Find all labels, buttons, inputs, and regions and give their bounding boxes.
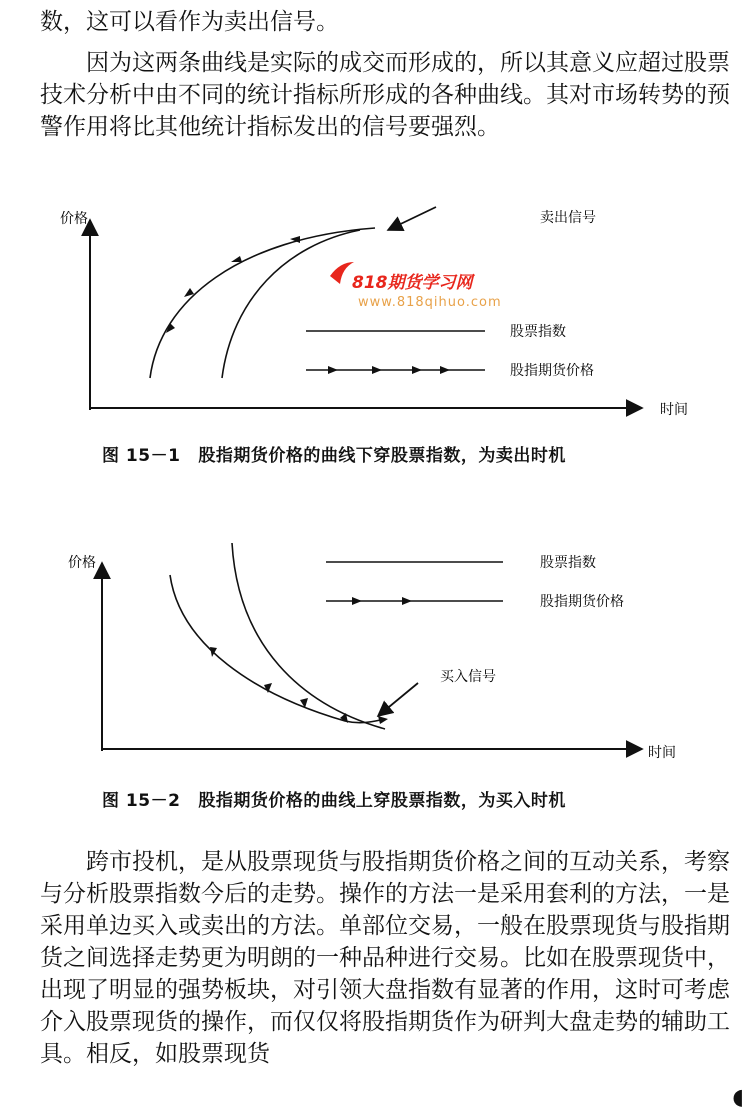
index-curve: [222, 230, 360, 378]
legend-futures-label: 股指期货价格: [540, 594, 624, 610]
sell-signal-label: 卖出信号: [540, 210, 596, 226]
figure-1-caption: [102, 441, 722, 466]
figure-2-chart: [0, 535, 750, 775]
paragraph-2: 因为这两条曲线是实际的成交而形成的，所以其意义应超过股票技术分析中由不同的统计指标所形成的各种曲线。其对市场转势的预警作用将比其他统计指标发出的信号要强烈。: [40, 50, 730, 140]
figure-1-chart: [0, 190, 750, 435]
legend-index-label: 股票指数: [510, 324, 566, 340]
y-axis-label: 价格: [60, 211, 88, 227]
paragraph-3: 跨市投机，是从股票现货与股指期货价格之间的互动关系，考察与分析股票指数今后的走势。操作的方法一是采用套利的方法，一是采用单边买入或卖出的方法。单部位交易，一般在股票现货与股指期货之间选择走势更为明朗的一种品种进行交易。比如在股票现货中，出现了明显的强势板块，对引领大盘指数有显著的作用，这时可考虑介入股票现货的操作，而仅仅将股指期货作为研判大盘走势的辅助工具。相反，如股票现货: [40, 849, 730, 1067]
legend-index-label: 股票指数: [540, 555, 596, 571]
figure-1-number: 图 15－1: [102, 446, 181, 466]
x-axis-label: 时间: [648, 745, 676, 761]
figure-1-caption-text: 股指期货价格的曲线下穿股票指数，为卖出时机: [198, 446, 566, 466]
figure-2-caption: [102, 786, 722, 811]
sell-signal-pointer: [388, 207, 436, 230]
buy-signal-label: 买入信号: [440, 669, 496, 685]
watermark-logo: [330, 262, 502, 310]
futures-curve: [150, 228, 375, 378]
svg-text:818期货学习网: 818期货学习网: [352, 273, 473, 293]
x-axis-label: 时间: [660, 402, 688, 418]
y-axis-label: 价格: [68, 555, 96, 571]
page-edge-mark: ◖: [732, 1085, 744, 1110]
svg-text:www.818qihuo.com: www.818qihuo.com: [358, 295, 502, 310]
figure-2-caption-text: 股指期货价格的曲线上穿股票指数，为买入时机: [198, 791, 566, 811]
buy-signal-pointer: [378, 683, 418, 716]
figure-2-number: 图 15－2: [102, 791, 181, 811]
text-line-1: 数，这可以看作为卖出信号。: [40, 9, 339, 35]
index-curve: [232, 543, 385, 729]
legend-futures-label: 股指期货价格: [510, 363, 594, 379]
futures-curve: [170, 575, 385, 723]
